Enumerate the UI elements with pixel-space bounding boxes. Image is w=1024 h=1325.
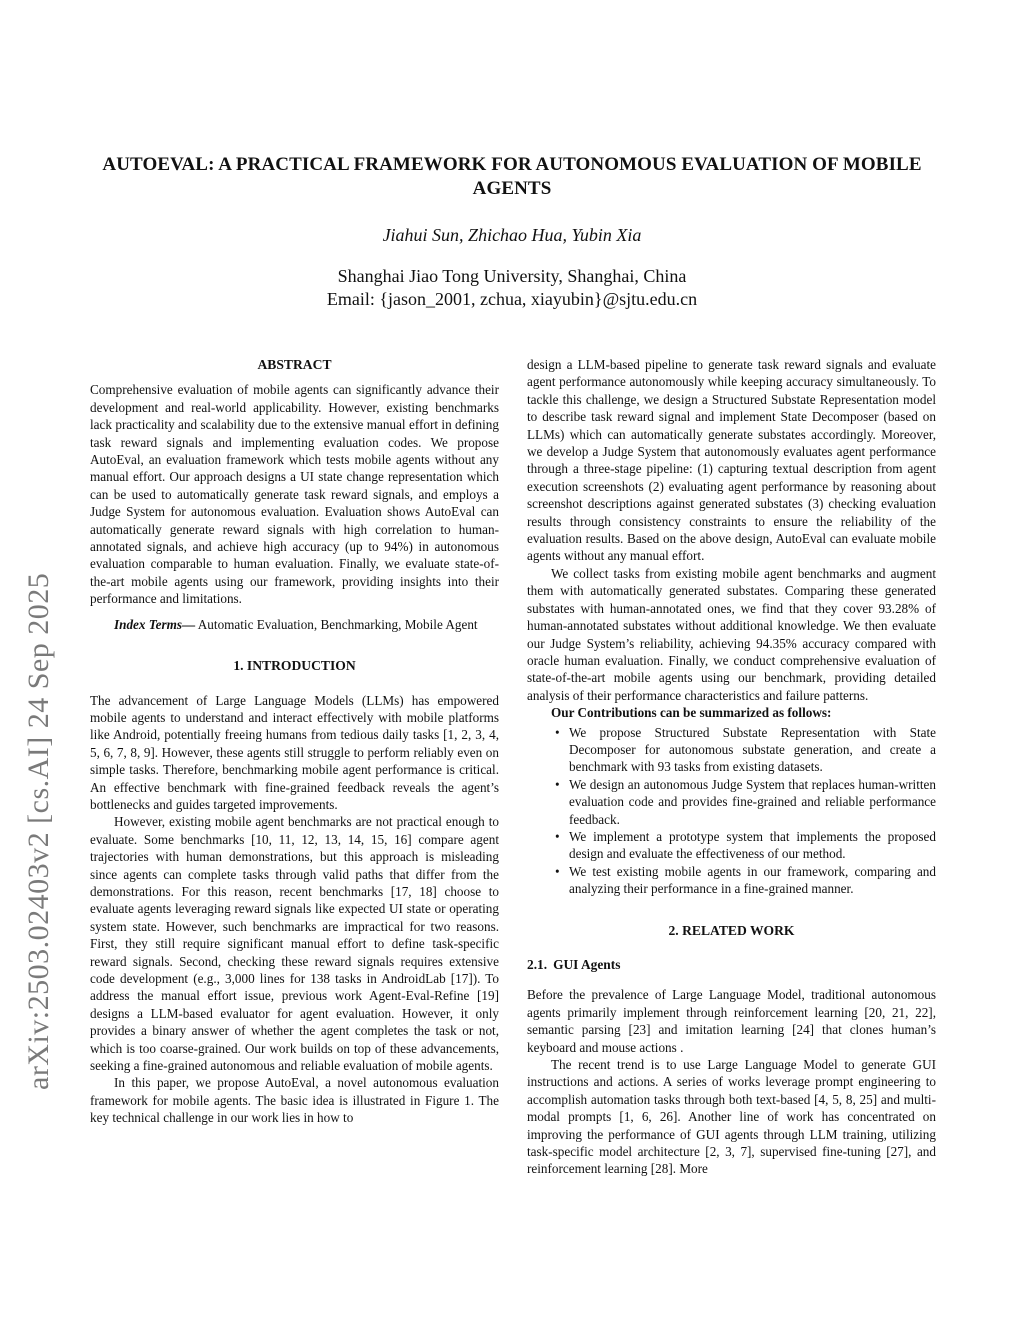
index-terms-label: Index Terms— [114, 616, 196, 632]
author-list: Jiahui Sun, Zhichao Hua, Yubin Xia [382, 225, 642, 245]
index-terms [90, 616, 499, 633]
list-item: • We propose Structured Substate Representation with State Decomposer for autonomous substate generation, and create a benchmark with 93 tasks from existing datasets. [555, 724, 936, 775]
left-column [90, 356, 499, 1127]
related-work-heading: 2. RELATED WORK [668, 922, 795, 938]
related-paragraph-1: Before the prevalence of Large Language Model, traditional autonomous agents primarily implement through reinforcement learning [20, 21, 22], semantic parsing [23] and imitation learning [24] that clones human’s keyboard and mouse actions . [527, 987, 936, 1055]
list-item: • We design an autonomous Judge System that replaces human-written evaluation code and provides fine-grained and reliable performance feedback. [555, 776, 936, 827]
list-item: • We implement a prototype system that implements the proposed design and evaluate the effectiveness of our method. [555, 828, 936, 862]
abstract-heading: ABSTRACT [257, 357, 332, 372]
intro-paragraph-1: The advancement of Large Language Models (LLMs) has empowered mobile agents to understand and interact effectively with mobile platforms like Android, potentially freeing humans from tedious daily tasks [1, 2, 3, 4, 5, 6, 7, 8, 9]. However, these agents still struggle to perform reliably even on simple tasks. Therefore, benchmarking mobile agent performance is critical. An effective benchmark with fine-grained feedback reveals the agent’s bottlenecks and guides targeted improvements. [90, 692, 499, 812]
right-paragraph-1: design a LLM-based pipeline to generate task reward signals and evaluate agent performance autonomously while keeping accuracy simultaneously. To tackle this challenge, we design a Structured Substate Representation model to describe task reward signal and implement State Decomposer (based on LLMs) which can automatically generate substates accordingly. Moreover, we develop a Judge System that autonomously evaluates agent performance through a three-stage pipeline: (1) capturing textual description from agent execution screenshots (2) evaluating agent performance by reasoning about screenshot descriptions against generated substates (3) checking evaluation results through consistency constraints to ensure the reliability of the evaluation results. Based on the above design, AutoEval can evaluate mobile agents without any manual effort. [527, 357, 936, 564]
intro-paragraph-3: In this paper, we propose AutoEval, a novel autonomous evaluation framework for mobile agents. The basic idea is illustrated in Figure 1. The key technical challenge in our work lies in how to [90, 1075, 499, 1126]
subsection-number: 2.1. [527, 957, 548, 972]
list-item: • We test existing mobile agents in our framework, comparing and analyzing their performance in a fine-grained manner. [555, 863, 936, 897]
arxiv-identifier: arXiv:2503.02403v2 [cs.AI] 24 Sep 2025 [22, 572, 55, 1090]
bullet-icon: • [555, 724, 560, 740]
bullet-icon: • [555, 828, 560, 844]
bullet-icon: • [555, 776, 560, 792]
contributions-list [527, 724, 936, 898]
intro-paragraph-2: However, existing mobile agent benchmarks are not practical enough to evaluate. Some benchmarks [10, 11, 12, 13, 14, 15, 16] compare agent trajectories with human demonstrations, but this approach is misleading since agents can complete tasks through valid paths that differ from the demonstrations. For this reason, recent benchmarks [17, 18] choose to evaluate agents leveraging reward signals like expected UI state or operating system state. However, such benchmarks are impractical for two reasons. First, they still require significant manual effort to define task-specific reward signals. Second, checking these reward signals requires extensive code development (e.g., 3,000 lines for 138 tasks in AndroidLab [17]). To address the manual effort issue, previous work Agent-Eval-Refine [19] designs a LLM-based evaluator for agent evaluation. However, it only provides a binary answer of whether the agent completes the task or not, which is too coarse-grained. Our work builds on top of these advancements, seeking a fine-grained autonomous and reliable evaluation of mobile agents. [90, 814, 499, 1074]
right-column [527, 356, 936, 1178]
right-paragraph-2: We collect tasks from existing mobile agent benchmarks and augment them with automatically generated substates. Comparing these generated substates with human-annotated ones, we find that they cover 93.28% of human-annotated substates without additional knowledge. We then evaluate our Judge System’s reliability, achieving 94.35% accuracy compared with oracle human evaluation. Finally, we conduct comprehensive evaluation of state-of-the-art mobile agents using our benchmark, providing detailed analysis of their performance characteristics and failure patterns. [527, 565, 936, 703]
abstract-text: Comprehensive evaluation of mobile agents can significantly advance their development and real-world applicability. However, existing benchmarks lack practicality and scalability due to the extensive manual effort in defining task reward signals and implementing evaluation codes. We propose AutoEval, an evaluation framework which tests mobile agents without any manual effort. Our approach designs a UI state change representation which can be used to automatically generate task reward signals, and employs a Judge System for autonomous evaluation. Evaluation shows AutoEval can automatically generate reward signals with high correlation to human-annotated signals, and achieve high accuracy (up to 94%) in autonomous evaluation comparable to human evaluation. Finally, we evaluate state-of-the-art mobile agents using our framework, providing insights into their performance and limitations. [90, 382, 499, 607]
introduction-heading: 1. INTRODUCTION [233, 658, 356, 674]
subsection-title: GUI Agents [553, 957, 621, 972]
subsection-heading [527, 956, 936, 973]
affiliation-block [80, 265, 944, 311]
related-paragraph-2: The recent trend is to use Large Language Model to generate GUI instructions and actions. A series of works leverage prompt engineering to accomplish automation tasks through both text-based [4, 5, 8, 25] and multi-modal prompts [1, 6, 26]. Another line of work has concentrated on improving the performance of GUI agents through LLM training, utilizing task-specific model architecture [2, 3, 7], supervised fine-tuning [27], and reinforcement learning [28]. More [527, 1057, 936, 1177]
affiliation: Shanghai Jiao Tong University, Shanghai, China [337, 266, 687, 286]
paper-title: AUTOEVAL: A PRACTICAL FRAMEWORK FOR AUTONOMOUS EVALUATION OF MOBILE AGENTS [102, 154, 922, 199]
bullet-icon: • [555, 863, 560, 879]
contributions-heading: Our Contributions can be summarized as follows: [551, 705, 832, 721]
email: Email: {jason_2001, zchua, xiayubin}@sjtu.edu.cn [326, 289, 698, 309]
index-terms-text: Automatic Evaluation, Benchmarking, Mobile Agent [195, 616, 478, 632]
